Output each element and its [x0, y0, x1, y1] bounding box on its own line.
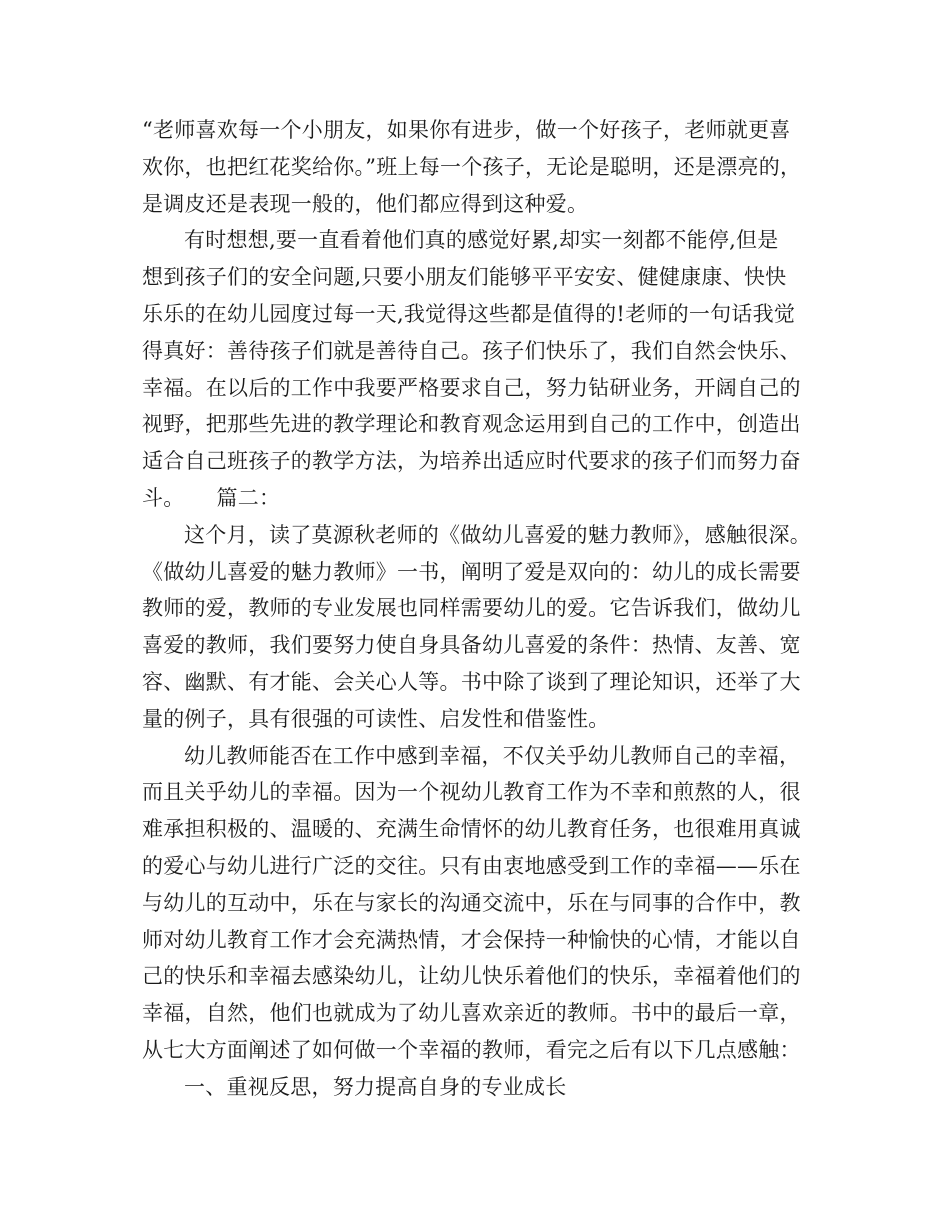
text-line: 有时想想,要一直看着他们真的感觉好累,却实一刻都不能停,但是 — [184, 228, 779, 253]
document-body — [142, 112, 826, 1106]
text-line: 难承担积极的、温暖的、充满生命情怀的幼儿教育任务，也很难用真诚 — [142, 817, 801, 842]
text-line: 量的例子，具有很强的可读性、启发性和借鉴性。 — [142, 706, 610, 731]
text-line: 幼儿教师能否在工作中感到幸福，不仅关乎幼儿教师自己的幸福， — [184, 743, 801, 768]
text-line: 适合自己班孩子的教学方法，为培养出适应时代要求的孩子们而努力奋 — [142, 449, 801, 474]
text-line: 教师的爱，教师的专业发展也同样需要幼儿的爱。它告诉我们，做幼儿 — [142, 596, 801, 621]
text-line: 得真好：善待孩子们就是善待自己。孩子们快乐了，我们自然会快乐、 — [142, 338, 801, 363]
text-line: 乐乐的在幼儿园度过每一天,我觉得这些都是值得的!老师的一句话我觉 — [142, 301, 796, 326]
text-line: 一、重视反思，努力提高自身的专业成长 — [184, 1074, 567, 1099]
text-line: 欢你，也把红花奖给你。”班上每一个孩子，无论是聪明，还是漂亮的， — [142, 154, 802, 179]
text-line: 斗。 篇二： — [142, 485, 281, 510]
text-line: 《做幼儿喜爱的魅力教师》一书，阐明了爱是双向的：幼儿的成长需要 — [142, 559, 801, 584]
text-line: 是调皮还是表现一般的，他们都应得到这种爱。 — [142, 191, 589, 216]
text-line: 的爱心与幼儿进行广泛的交往。只有由衷地感受到工作的幸福——乐在 — [142, 853, 801, 878]
text-line: 幸福，自然，他们也就成为了幼儿喜欢亲近的教师。书中的最后一章， — [142, 1001, 801, 1026]
text-line: 喜爱的教师，我们要努力使自身具备幼儿喜爱的条件：热情、友善、宽 — [142, 633, 801, 658]
text-line: 己的快乐和幸福去感染幼儿，让幼儿快乐着他们的快乐，幸福着他们的 — [142, 964, 801, 989]
text-line: 与幼儿的互动中，乐在与家长的沟通交流中，乐在与同事的合作中，教 — [142, 890, 801, 915]
text-line: 师对幼儿教育工作才会充满热情，才会保持一种愉快的心情，才能以自 — [142, 927, 801, 952]
text-line: 视野，把那些先进的教学理论和教育观念运用到自己的工作中，创造出 — [142, 412, 801, 437]
text-line: 而且关乎幼儿的幸福。因为一个视幼儿教育工作为不幸和煎熬的人，很 — [142, 780, 801, 805]
text-line: “老师喜欢每一个小朋友，如果你有进步，做一个好孩子，老师就更喜 — [142, 118, 791, 142]
text-line: 这个月，读了莫源秋老师的《做幼儿喜爱的魅力教师》，感触很深。 — [184, 522, 811, 547]
text-line: 幸福。在以后的工作中我要严格要求自己，努力钻研业务，开阔自己的 — [142, 375, 801, 400]
text-line: 从七大方面阐述了如何做一个幸福的教师，看完之后有以下几点感触： — [142, 1037, 801, 1062]
text-line: 容、幽默、有才能、会关心人等。书中除了谈到了理论知识，还举了大 — [142, 669, 801, 694]
text-line: 想到孩子们的安全问题,只要小朋友们能够平平安安、健健康康、快快 — [142, 265, 787, 290]
